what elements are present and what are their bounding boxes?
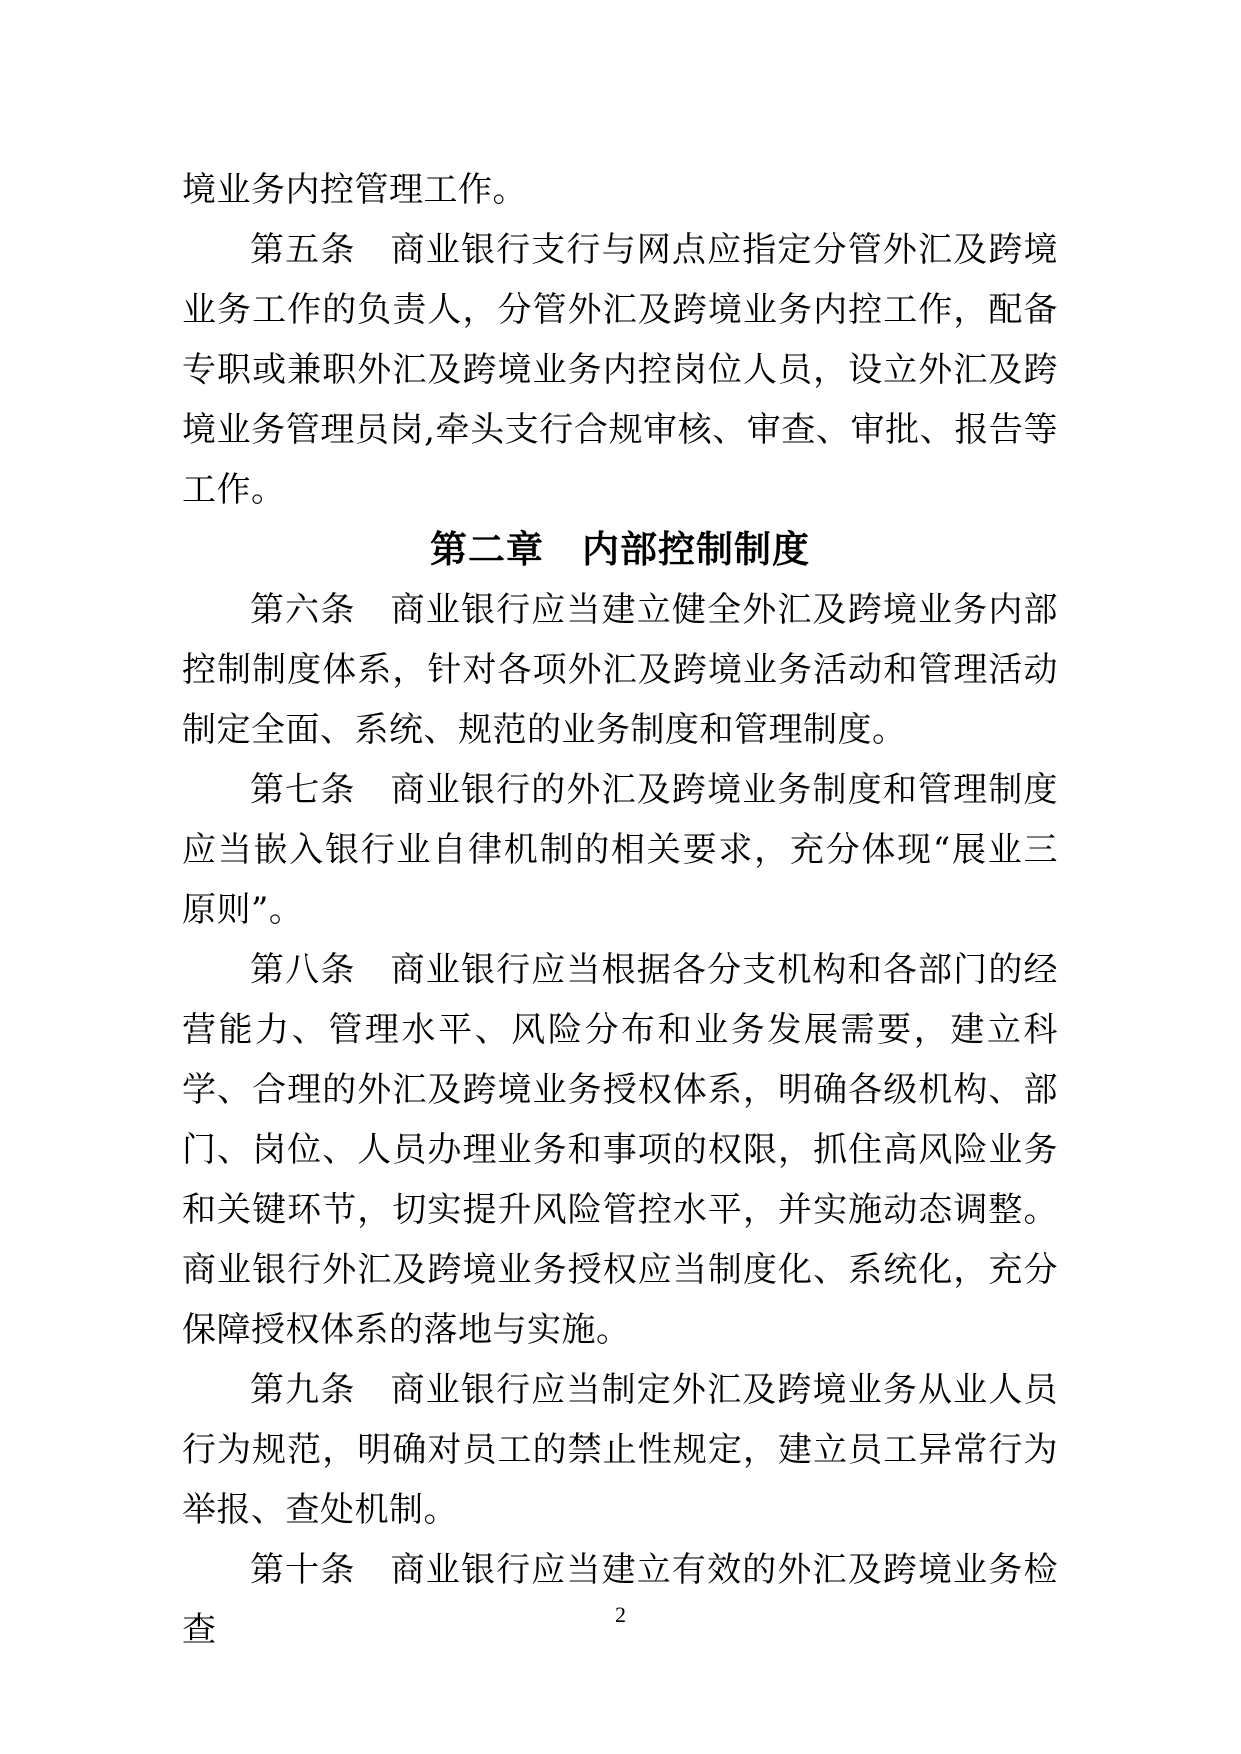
paragraph-article-7: 第七条 商业银行的外汇及跨境业务制度和管理制度应当嵌入银行业自律机制的相关要求，充分体现“展业三原则”。 [182, 770, 1058, 930]
paragraph-article-10: 第十条 商业银行应当建立有效的外汇及跨境业务检查 [182, 1550, 1058, 1650]
chapter-heading: 第二章 内部控制制度 [430, 529, 810, 570]
paragraph-article-8: 第八条 商业银行应当根据各分支机构和各部门的经营能力、管理水平、风险分布和业务发展需要，建立科学、合理的外汇及跨境业务授权体系，明确各级机构、部门、岗位、人员办理业务和事项的权限，抓住高风险业务和关键环节，切实提升风险管控水平，并实施动态调整。商业银行外汇及跨境业务授权应当制度化、系统化，充分保障授权体系的落地与实施。 [182, 950, 1058, 1350]
paragraph-article-5: 第五条 商业银行支行与网点应指定分管外汇及跨境业务工作的负责人，分管外汇及跨境业务内控工作，配备专职或兼职外汇及跨境业务内控岗位人员，设立外汇及跨境业务管理员岗,牵头支行合规审核、审查、审批、报告等工作。 [182, 230, 1058, 510]
paragraph-article-9: 第九条 商业银行应当制定外汇及跨境业务从业人员行为规范，明确对员工的禁止性规定，建立员工异常行为举报、查处机制。 [182, 1370, 1058, 1530]
paragraph-article-6: 第六条 商业银行应当建立健全外汇及跨境业务内部控制制度体系，针对各项外汇及跨境业务活动和管理活动制定全面、系统、规范的业务制度和管理制度。 [182, 590, 1058, 750]
document-body [182, 160, 1058, 1660]
page-number: 2 [615, 1602, 626, 1627]
paragraph-continuation: 境业务内控管理工作。 [182, 170, 527, 210]
